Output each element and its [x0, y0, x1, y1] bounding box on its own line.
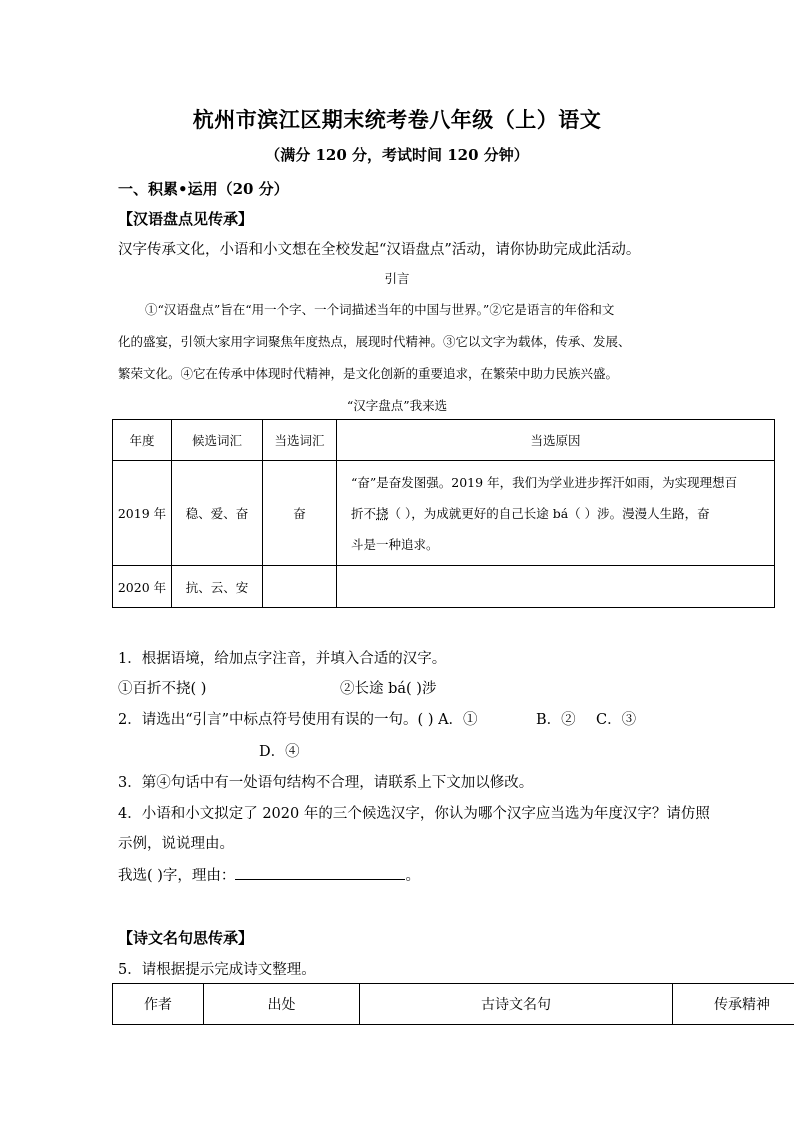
sub-heading-poetry: 【诗文名句思传承】	[118, 929, 254, 947]
cell-year: 2019 年	[113, 461, 172, 566]
question-2-option-d: D．④	[259, 744, 300, 760]
cell-reason	[337, 461, 775, 566]
col-author: 作者	[113, 984, 204, 1025]
intro-text: 汉字传承文化，小语和小文想在全校发起“汉语盘点”活动，请你协助完成此活动。	[118, 242, 641, 258]
yinyan-title: 引言	[384, 271, 410, 286]
question-4-line-1: 4．小语和小文拟定了 2020 年的三个候选汉字，你认为哪个汉字应当选为年度汉字？请仿照	[118, 806, 710, 822]
table-row-2019	[113, 461, 775, 566]
col-quote: 古诗文名句	[360, 984, 673, 1025]
hanzi-table	[112, 419, 775, 608]
yinyan-line-2: 化的盛宴，引领大家用字词聚焦年度热点，展现时代精神。③它以文字为载体，传承、发展、	[118, 334, 631, 349]
question-2-option-c: C．③	[596, 712, 637, 728]
yinyan-line-3: 繁荣文化。④它在传承中体现时代精神，是文化创新的重要追求，在繁荣中助力民族兴盛。	[118, 366, 619, 381]
question-3: 3．第④句话中有一处语句结构不合理，请联系上下文加以修改。	[118, 775, 534, 791]
question-1-b: ②长途 bá( )涉	[340, 681, 437, 697]
col-spirit: 传承精神	[673, 984, 794, 1025]
poetry-table	[112, 983, 794, 1025]
yinyan-line-1: ①“汉语盘点”旨在“用一个字、一个词描述当年的中国与世界。”②它是语言的年俗和文	[145, 302, 615, 317]
cell-selected	[263, 566, 337, 608]
col-candidates: 候选词汇	[172, 420, 263, 461]
exam-info: （满分 120 分，考试时间 120 分钟）	[265, 146, 529, 164]
col-source: 出处	[204, 984, 360, 1025]
reason-line-1: “奋”是奋发图强。2019 年，我们为学业进步挥汗如雨，为实现理想百	[351, 474, 738, 490]
table-row-2020	[113, 566, 775, 608]
reason-pre: 折不	[351, 505, 377, 521]
question-2-option-b: B．②	[536, 712, 576, 728]
reason-mid: （ ），为成就更好的自己长途 bá（ ）涉。漫漫人生路，奋	[388, 505, 710, 521]
col-selected: 当选词汇	[263, 420, 337, 461]
cell-year: 2020 年	[113, 566, 172, 608]
question-1-a: ①百折不挠( )	[118, 681, 207, 697]
question-5: 5．请根据提示完成诗文整理。	[118, 962, 316, 978]
answer-prefix: 我选( )字，理由：	[118, 868, 236, 884]
section-heading-1: 一、积累•运用（20 分）	[118, 180, 289, 198]
cell-selected: 奋	[263, 461, 337, 566]
table-caption: “汉字盘点”我来选	[346, 398, 448, 413]
col-reason: 当选原因	[337, 420, 775, 461]
question-4-answer	[118, 864, 420, 885]
cell-candidates: 抗、云、安	[172, 566, 263, 608]
reason-line-3: 斗是一种追求。	[351, 536, 439, 552]
sub-heading-hanyu: 【汉语盘点见传承】	[118, 210, 254, 228]
question-4-line-2: 示例，说说理由。	[118, 836, 234, 852]
page-title: 杭州市滨江区期末统考卷八年级（上）语文	[192, 107, 602, 132]
answer-blank[interactable]	[235, 865, 405, 880]
question-2: 2．请选出“引言”中标点符号使用有误的一句。( ) A．①	[118, 712, 478, 728]
dotted-char: 挠	[376, 505, 389, 521]
cell-reason	[337, 566, 775, 608]
cell-candidates: 稳、爱、奋	[172, 461, 263, 566]
col-year: 年度	[113, 420, 172, 461]
answer-suffix: 。	[405, 868, 420, 884]
question-1: 1．根据语境，给加点字注音，并填入合适的汉字。	[118, 651, 447, 667]
